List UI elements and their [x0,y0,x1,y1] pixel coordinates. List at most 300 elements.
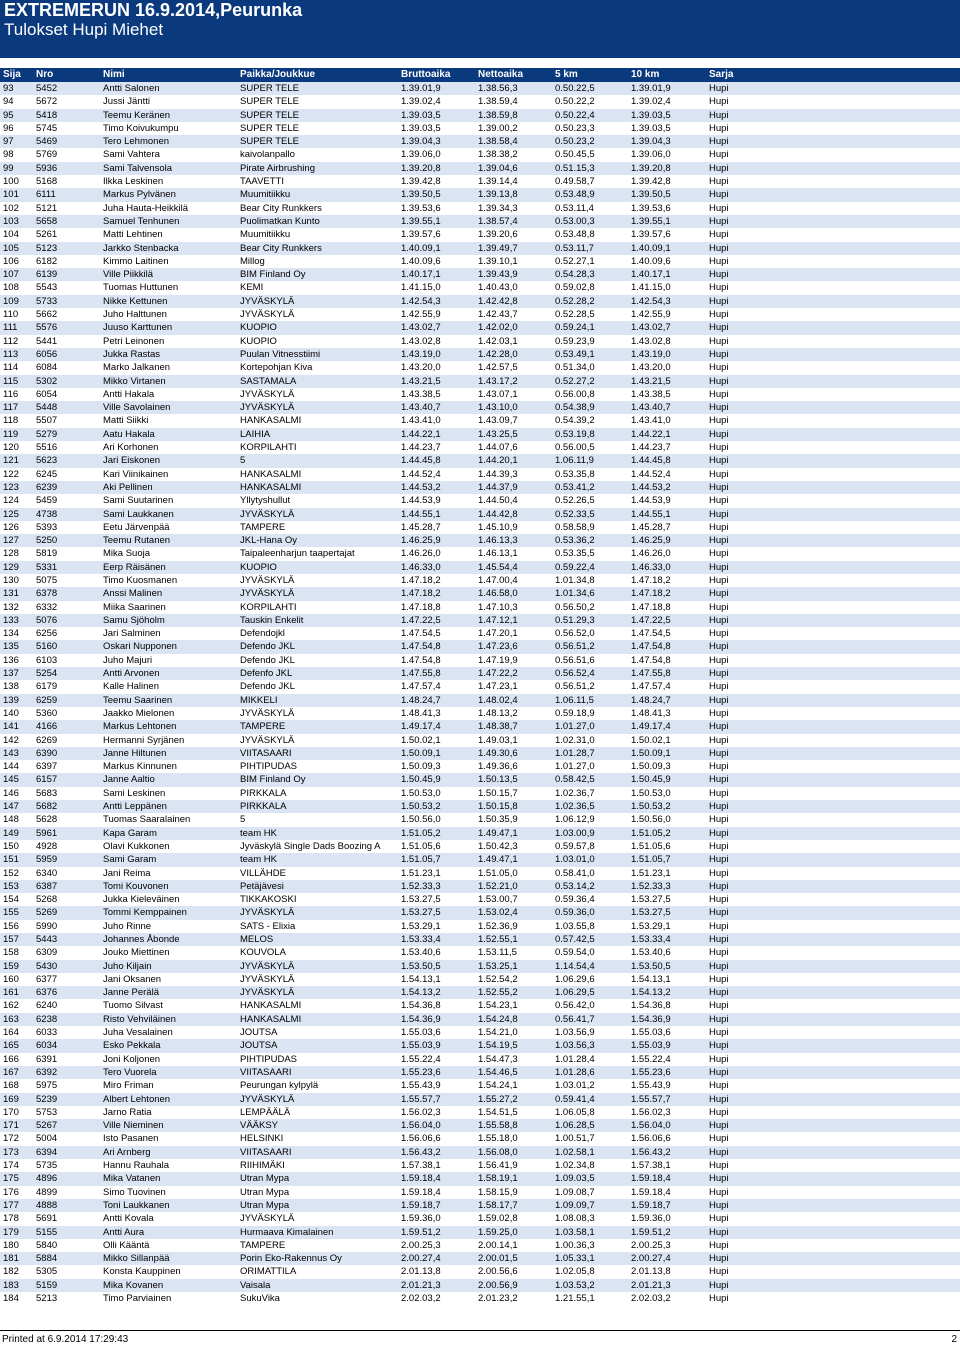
cell-10km: 1.41.15,0 [631,282,671,294]
cell-nimi: Tuomas Huttunen [103,282,179,294]
cell-5km: 0.53.49,1 [555,348,595,360]
cell-sija: 179 [3,1226,19,1238]
cell-sija: 98 [3,149,14,161]
cell-10km: 1.59.51,2 [631,1226,671,1238]
cell-bruttoaika: 1.47.54,8 [401,641,441,653]
cell-10km: 1.39.42,8 [631,176,671,188]
cell-bruttoaika: 2.01.21,3 [401,1279,441,1291]
cell-sija: 133 [3,614,19,626]
cell-nimi: Olli Kääntä [103,1239,150,1251]
cell-nro: 6033 [36,1027,58,1039]
cell-paikka: JKL-Hana Oy [240,535,298,547]
cell-sija: 180 [3,1239,19,1251]
cell-bruttoaika: 1.51.05,2 [401,827,441,839]
cell-nettoaika: 1.38.57,4 [478,215,518,227]
cell-nimi: Teemu Rutanen [103,535,171,547]
cell-nettoaika: 1.52.54,2 [478,973,518,985]
column-header-sija: Sija [3,69,21,80]
cell-5km: 1.14.54,4 [555,960,595,972]
cell-paikka: JYVÄSKYLÄ [240,973,295,985]
cell-nimi: Ville Nieminen [103,1120,164,1132]
cell-10km: 2.00.27,4 [631,1253,671,1265]
cell-5km: 0.56.51,2 [555,641,595,653]
cell-paikka: Taipaleenharjun taapertajat [240,548,355,560]
cell-nro: 5733 [36,295,58,307]
cell-nro: 6340 [36,867,58,879]
cell-10km: 1.42.54,3 [631,295,671,307]
cell-nimi: Nikke Kettunen [103,295,168,307]
cell-nettoaika: 1.53.11,5 [478,947,517,959]
cell-sija: 169 [3,1093,19,1105]
cell-nro: 5516 [36,442,58,454]
table-row [0,1146,960,1159]
cell-5km: 1.09.03,5 [555,1173,595,1185]
cell-paikka: SUPER TELE [240,83,299,94]
cell-paikka: Puolimatkan Kunto [240,215,320,227]
cell-sarja: Hupi [709,880,729,892]
cell-nro: 5469 [36,136,58,148]
cell-paikka: Pirate Airbrushing [240,162,315,174]
cell-nro: 5672 [36,96,58,108]
cell-paikka: BIM Finland Oy [240,774,306,786]
cell-bruttoaika: 1.44.45,8 [401,455,441,467]
cell-sija: 99 [3,162,14,174]
cell-bruttoaika: 1.47.54,5 [401,628,441,640]
cell-nro: 5990 [36,920,58,932]
cell-10km: 1.44.53,9 [631,495,671,507]
table-row [0,1279,960,1292]
cell-bruttoaika: 1.43.40,7 [401,402,441,414]
cell-sija: 184 [3,1293,19,1305]
cell-sarja: Hupi [709,255,729,267]
table-row [0,1053,960,1066]
cell-sija: 137 [3,668,19,680]
cell-sarja: Hupi [709,947,729,959]
cell-bruttoaika: 1.50.09,3 [401,761,441,773]
cell-5km: 1.08.08,3 [555,1213,595,1225]
cell-bruttoaika: 1.43.19,0 [401,348,441,360]
cell-5km: 1.02.36,5 [555,801,595,813]
cell-nro: 5076 [36,614,58,626]
cell-nro: 5819 [36,548,58,560]
table-row [0,1212,960,1225]
cell-nimi: Jukka Kieleväinen [103,894,180,906]
cell-nro: 5769 [36,149,58,161]
cell-sarja: Hupi [709,1266,729,1278]
cell-sija: 164 [3,1027,19,1039]
cell-paikka: HANKASALMI [240,1013,302,1025]
cell-sarja: Hupi [709,960,729,972]
cell-bruttoaika: 1.39.42,8 [401,176,441,188]
cell-5km: 1.09.09,7 [555,1199,595,1211]
cell-5km: 1.03.58,1 [555,1226,595,1238]
cell-5km: 1.02.58,1 [555,1146,595,1158]
cell-bruttoaika: 1.44.53,9 [401,495,441,507]
cell-bruttoaika: 1.39.06,0 [401,149,441,161]
cell-paikka: VIITASAARI [240,747,292,759]
cell-10km: 1.59.36,0 [631,1213,671,1225]
cell-paikka: PIRKKALA [240,787,287,799]
cell-10km: 1.55.43,9 [631,1080,671,1092]
cell-sarja: Hupi [709,907,729,919]
cell-5km: 0.59.54,0 [555,947,595,959]
cell-paikka: KORPILAHTI [240,442,297,454]
table-row [0,960,960,973]
table-row [0,787,960,800]
cell-bruttoaika: 1.54.36,8 [401,1000,441,1012]
cell-5km: 0.58.42,5 [555,774,595,786]
cell-sija: 170 [3,1106,19,1118]
cell-10km: 1.39.20,8 [631,162,671,174]
cell-nro: 5430 [36,960,58,972]
cell-nimi: Miika Saarinen [103,601,166,613]
cell-paikka: SUPER TELE [240,122,299,134]
cell-paikka: KOUVOLA [240,947,286,959]
cell-paikka: HANKASALMI [240,1000,302,1012]
table-row [0,348,960,361]
cell-bruttoaika: 1.55.43,9 [401,1080,441,1092]
cell-nro: 5443 [36,934,58,945]
cell-nro: 5683 [36,787,58,799]
cell-sija: 162 [3,1000,19,1012]
cell-nettoaika: 1.56.41,9 [478,1160,518,1172]
cell-nimi: Mika Suoja [103,548,150,560]
cell-nettoaika: 1.46.58,0 [478,588,518,600]
cell-bruttoaika: 1.50.09,1 [401,747,441,759]
cell-nimi: Tuomo Silvast [103,1000,163,1012]
cell-bruttoaika: 1.59.36,0 [401,1213,441,1225]
cell-nimi: Tommi Kemppainen [103,907,187,919]
cell-5km: 0.56.41,7 [555,1013,595,1025]
cell-10km: 1.46.25,9 [631,535,671,547]
cell-nimi: Jukka Rastas [103,348,161,360]
cell-nimi: Sami Leskinen [103,787,166,799]
cell-nimi: Jani Oksanen [103,973,162,985]
table-row [0,734,960,747]
cell-paikka: Hurmaava Kimalainen [240,1226,334,1238]
cell-bruttoaika: 1.46.25,9 [401,535,441,547]
cell-sija: 124 [3,495,19,507]
cell-nettoaika: 1.40.43,0 [478,282,518,294]
cell-nro: 5975 [36,1080,58,1092]
cell-5km: 1.02.31,0 [555,734,595,746]
cell-sija: 114 [3,362,19,374]
cell-10km: 1.39.57,6 [631,229,671,241]
cell-nro: 5004 [36,1133,58,1145]
cell-5km: 1.02.34,8 [555,1160,595,1172]
cell-nro: 4888 [36,1199,58,1211]
cell-nettoaika: 1.39.20,6 [478,229,518,241]
cell-nettoaika: 1.55.58,8 [478,1120,518,1132]
cell-10km: 1.53.27,5 [631,894,671,906]
cell-sarja: Hupi [709,1279,729,1291]
cell-bruttoaika: 1.43.02,8 [401,335,441,347]
cell-sija: 167 [3,1066,19,1078]
cell-nimi: Antti Salonen [103,83,160,94]
cell-nro: 5269 [36,907,58,919]
cell-paikka: PIHTIPUDAS [240,1053,298,1065]
cell-nro: 5305 [36,1266,58,1278]
cell-5km: 1.06.11,9 [555,455,594,467]
cell-sija: 171 [3,1120,19,1132]
cell-paikka: KUOPIO [240,561,277,573]
cell-10km: 1.43.02,8 [631,335,671,347]
cell-5km: 0.56.52,4 [555,668,595,680]
cell-paikka: Defendo JKL [240,654,295,666]
cell-paikka: Defendo JKL [240,641,295,653]
cell-10km: 1.39.53,6 [631,202,671,214]
cell-bruttoaika: 1.54.36,9 [401,1013,441,1025]
cell-bruttoaika: 1.50.53,0 [401,787,441,799]
cell-sarja: Hupi [709,455,729,467]
cell-sija: 97 [3,136,14,148]
cell-paikka: team HK [240,854,277,866]
cell-paikka: VILLÄHDE [240,867,286,879]
cell-5km: 1.06.05,8 [555,1106,595,1118]
cell-10km: 1.43.02,7 [631,322,671,334]
cell-nro: 5393 [36,521,58,533]
cell-nro: 5840 [36,1239,58,1251]
cell-sija: 126 [3,521,19,533]
cell-sarja: Hupi [709,1066,729,1078]
cell-sarja: Hupi [709,1106,729,1118]
cell-nettoaika: 1.54.21,0 [478,1027,518,1039]
cell-nimi: Juho Kiljain [103,960,152,972]
cell-sarja: Hupi [709,761,729,773]
cell-nimi: Joni Koljonen [103,1053,161,1065]
cell-5km: 0.50.22,4 [555,109,595,121]
cell-sarja: Hupi [709,242,729,254]
cell-nro: 6309 [36,947,58,959]
cell-5km: 1.00.36,3 [555,1239,595,1251]
cell-bruttoaika: 1.39.01,9 [401,83,441,94]
cell-bruttoaika: 1.53.50,5 [401,960,441,972]
cell-5km: 0.53.35,8 [555,468,595,480]
cell-nimi: Petri Leinonen [103,335,165,347]
page-number: 2 [951,1334,957,1345]
cell-sarja: Hupi [709,614,729,626]
cell-nro: 5753 [36,1106,58,1118]
cell-bruttoaika: 1.48.41,3 [401,707,441,719]
cell-sija: 100 [3,176,19,188]
cell-sija: 150 [3,840,19,852]
table-row [0,109,960,122]
cell-nimi: Markus Pylvänen [103,189,176,201]
cell-bruttoaika: 1.39.03,5 [401,122,441,134]
cell-10km: 1.50.53,2 [631,801,671,813]
cell-nimi: Ari Korhonen [103,442,159,454]
table-row [0,175,960,188]
cell-nimi: Isto Pasanen [103,1133,159,1145]
table-row [0,601,960,614]
cell-bruttoaika: 1.50.56,0 [401,814,441,826]
cell-10km: 1.43.20,0 [631,362,671,374]
cell-paikka: JYVÄSKYLÄ [240,508,295,520]
cell-10km: 1.51.05,6 [631,840,671,852]
cell-nimi: Markus Kinnunen [103,761,177,773]
cell-nettoaika: 1.42.42,8 [478,295,518,307]
cell-nimi: Juho Rinne [103,920,152,932]
cell-sija: 116 [3,388,19,400]
cell-sija: 117 [3,402,19,414]
cell-nettoaika: 1.42.57,5 [478,362,518,374]
cell-bruttoaika: 1.54.13,2 [401,987,441,999]
cell-nettoaika: 2.00.01,5 [478,1253,518,1265]
cell-5km: 0.53.11,4 [555,202,594,214]
cell-nettoaika: 1.45.54,4 [478,561,518,573]
cell-sarja: Hupi [709,322,729,334]
cell-paikka: JYVÄSKYLÄ [240,402,295,414]
cell-sija: 104 [3,229,19,241]
cell-nettoaika: 1.49.03,1 [478,734,518,746]
table-row [0,1119,960,1132]
table-row [0,813,960,826]
cell-nimi: Markus Lehtonen [103,721,177,733]
cell-paikka: PIHTIPUDAS [240,761,298,773]
cell-10km: 1.47.18,8 [631,601,671,613]
cell-bruttoaika: 1.49.17,4 [401,721,441,733]
cell-sarja: Hupi [709,162,729,174]
table-row [0,707,960,720]
cell-sarja: Hupi [709,734,729,746]
cell-nro: 5331 [36,561,58,573]
cell-nettoaika: 1.59.02,8 [478,1213,518,1225]
cell-10km: 1.43.40,7 [631,402,671,414]
table-row [0,840,960,853]
cell-nimi: Toni Laukkanen [103,1199,170,1211]
column-header-nro: Nro [36,69,54,80]
table-row [0,893,960,906]
cell-5km: 0.53.35,5 [555,548,595,560]
cell-bruttoaika: 1.56.02,3 [401,1106,441,1118]
cell-10km: 1.53.50,5 [631,960,671,972]
cell-10km: 1.43.19,0 [631,348,671,360]
cell-bruttoaika: 1.47.54,8 [401,654,441,666]
cell-nro: 5360 [36,707,58,719]
cell-nettoaika: 1.38.38,2 [478,149,518,161]
cell-sija: 163 [3,1013,19,1025]
cell-nettoaika: 1.47.23,6 [478,641,518,653]
cell-paikka: JYVÄSKYLÄ [240,588,295,600]
cell-sarja: Hupi [709,827,729,839]
cell-paikka: JOUTSA [240,1027,278,1039]
cell-5km: 0.59.18,9 [555,707,595,719]
cell-5km: 0.59.23,9 [555,335,595,347]
cell-5km: 1.06.29,6 [555,973,595,985]
cell-10km: 1.50.02,1 [631,734,671,746]
table-row [0,654,960,667]
cell-sarja: Hupi [709,1027,729,1039]
cell-paikka: SUPER TELE [240,109,299,121]
cell-nimi: Matti Siikki [103,415,149,427]
cell-5km: 0.50.45,5 [555,149,595,161]
cell-paikka: VÄÄKSY [240,1120,279,1132]
cell-paikka: JYVÄSKYLÄ [240,1213,295,1225]
cell-bruttoaika: 1.39.55,1 [401,215,441,227]
cell-sija: 121 [3,455,19,467]
cell-nro: 6239 [36,481,58,493]
cell-nettoaika: 1.38.58,4 [478,136,518,148]
table-row [0,760,960,773]
cell-bruttoaika: 1.46.33,0 [401,561,441,573]
cell-5km: 0.59.24,1 [555,322,595,334]
table-row [0,414,960,427]
cell-nettoaika: 1.47.23,1 [478,681,518,693]
cell-nro: 6394 [36,1146,58,1158]
cell-nettoaika: 1.47.00,4 [478,574,518,586]
cell-nro: 6392 [36,1066,58,1078]
cell-sarja: Hupi [709,1120,729,1132]
cell-paikka: kaivolanpallo [240,149,295,161]
cell-nettoaika: 1.58.15,9 [478,1186,518,1198]
cell-sija: 142 [3,734,19,746]
cell-nro: 5160 [36,641,58,653]
cell-nettoaika: 1.49.36,6 [478,761,518,773]
cell-nimi: Samu Sjöholm [103,614,165,626]
cell-5km: 0.56.00,5 [555,442,595,454]
cell-bruttoaika: 1.39.02,4 [401,96,441,108]
cell-sija: 93 [3,83,14,94]
cell-nimi: Juha Vesalainen [103,1027,173,1039]
cell-paikka: SUPER TELE [240,136,299,148]
cell-sija: 148 [3,814,19,826]
cell-nro: 6056 [36,348,58,360]
cell-paikka: JYVÄSKYLÄ [240,295,295,307]
cell-nro: 5268 [36,894,58,906]
cell-sija: 125 [3,508,19,520]
cell-5km: 0.56.50,2 [555,601,595,613]
table-row [0,720,960,733]
cell-paikka: Tauskin Enkelit [240,614,304,626]
table-row [0,481,960,494]
cell-nimi: Aatu Hakala [103,428,155,440]
table-row [0,375,960,388]
cell-nro: 6157 [36,774,58,786]
cell-nimi: Tero Lehmonen [103,136,170,148]
cell-nettoaika: 1.47.10,3 [478,601,518,613]
cell-5km: 0.59.22,4 [555,561,595,573]
table-row [0,867,960,880]
cell-sija: 149 [3,827,19,839]
table-row [0,1252,960,1265]
cell-sarja: Hupi [709,654,729,666]
cell-nimi: Kimmo Laitinen [103,255,169,267]
table-row [0,747,960,760]
cell-5km: 1.03.56,3 [555,1040,595,1052]
cell-paikka: TAMPERE [240,1239,286,1251]
cell-sija: 183 [3,1279,19,1291]
cell-nro: 5959 [36,854,58,866]
cell-10km: 1.54.13,1 [631,973,671,985]
cell-nettoaika: 1.50.13,5 [478,774,518,786]
cell-nro: 6256 [36,628,58,640]
table-row [0,228,960,241]
cell-5km: 0.57.42,5 [555,934,595,945]
cell-10km: 1.55.22,4 [631,1053,671,1065]
cell-10km: 1.47.18,2 [631,574,671,586]
cell-sarja: Hupi [709,721,729,733]
cell-paikka: SASTAMALA [240,375,297,387]
cell-10km: 1.51.05,2 [631,827,671,839]
cell-sarja: Hupi [709,348,729,360]
cell-sija: 140 [3,707,19,719]
cell-5km: 0.53.36,2 [555,535,595,547]
cell-sija: 176 [3,1186,19,1198]
cell-nro: 5239 [36,1093,58,1105]
table-row [0,335,960,348]
cell-nettoaika: 1.47.20,1 [478,628,518,640]
cell-nro: 5623 [36,455,58,467]
